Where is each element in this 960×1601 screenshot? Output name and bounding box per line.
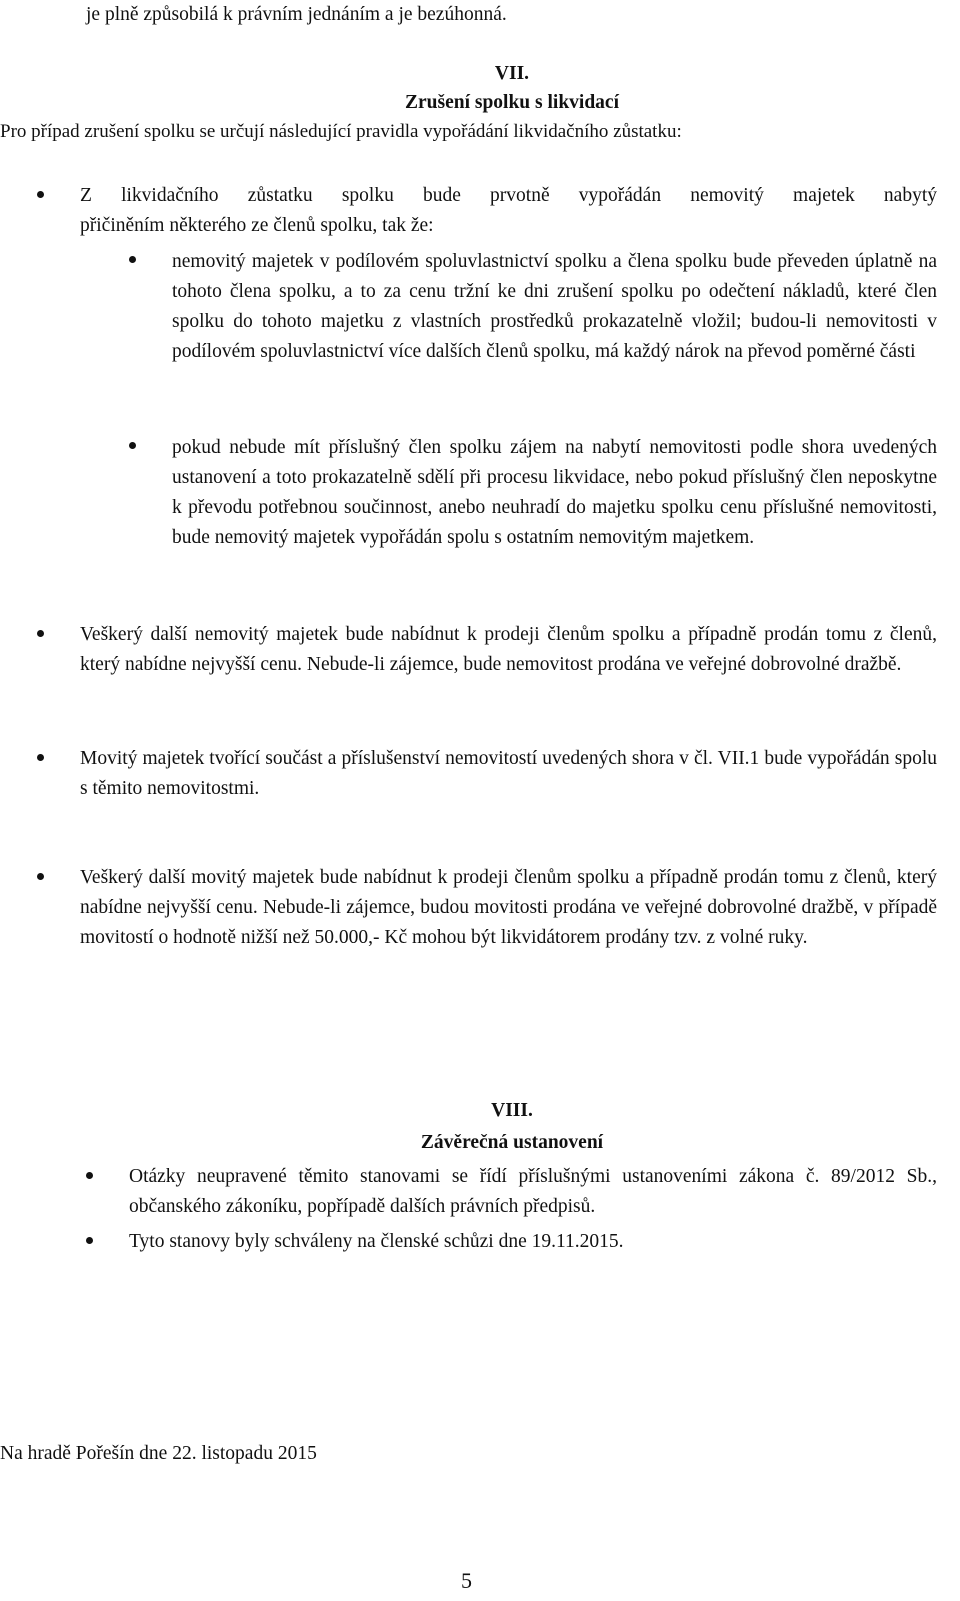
sub-bullet-1-text: nemovitý majetek v podílovém spoluvlastnictví spolku a člena spolku bude převeden úplatně na tohoto člena spolku, a to za cenu tržní ke dni zrušení spolku po odečtení nákladů, které člen spolku do tohoto majetku z vlastních prostředků prokazatelně vložil; budou-li nemovitosti v podílovém spoluvlastnictví více dalších členů spolku, má každý nárok na převod poměrné části [172, 251, 937, 362]
bullet-1-marker [37, 191, 44, 198]
section-8-title: Závěrečná ustanovení [420, 1132, 604, 1153]
sub-bullet-2-marker [129, 442, 136, 449]
page-number: 5 [461, 1568, 472, 1593]
bullet-1-line-1: Z likvidačního zůstatku spolku bude prvotně vypořádán nemovitý majetek nabytý [80, 185, 937, 206]
bullet-2-marker [37, 630, 44, 637]
bullet-1-line-2: přičiněním některého ze členů spolku, tak že: [80, 215, 434, 236]
place-date: Na hradě Pořešín dne 22. listopadu 2015 [0, 1443, 317, 1464]
bullet-2-text: Veškerý další nemovitý majetek bude nabídnut k prodeji členům spolku a případně prodán tomu z členů, který nabídne nejvyšší cenu. Nebude-li zájemce, bude nemovitost prodána ve veřejné dobrovolné dražbě. [80, 624, 937, 675]
bullet-4-text: Veškerý další movitý majetek bude nabídnut k prodeji členům spolku a případně prodán tomu z členů, který nabídne nejvyšší cenu. Nebude-li zájemce, budou movitosti prodána ve veřejné dobrovolné dražbě, v případě movitostí o hodnotě nižší než 50.000,- Kč mohou být likvidátorem prodány tzv. z volné ruky. [80, 867, 937, 948]
section-8-bullet-1-marker [86, 1172, 93, 1179]
section-8-bullet-2-marker [86, 1237, 93, 1244]
sub-bullet-1-marker [129, 256, 136, 263]
bullet-3-text: Movitý majetek tvořící součást a příslušenství nemovitostí uvedených shora v čl. VII.1 bude vypořádán spolu s těmito nemovitostmi. [80, 748, 937, 799]
intro-line: je plně způsobilá k právním jednáním a je bezúhonná. [86, 4, 507, 25]
section-8-bullet-1-text: Otázky neupravené těmito stanovami se řídí příslušnými ustanoveními zákona č. 89/2012 Sb., občanského zákoníku, popřípadě dalších právních předpisů. [129, 1166, 937, 1217]
section-7-number: VII. [494, 63, 530, 84]
sub-bullet-2-text: pokud nebude mít příslušný člen spolku zájem na nabytí nemovitosti podle shora uvedených ustanovení a toto prokazatelně sdělí při procesu likvidace, nebo pokud příslušný člen neposkytne k převodu potřebnou součinnost, anebo neuhradí do majetku spolku cenu příslušné nemovitosti, bude nemovitý majetek vypořádán spolu s ostatním nemovitým majetkem. [172, 437, 937, 548]
bullet-3-marker [37, 754, 44, 761]
section-8-number: VIII. [491, 1100, 533, 1121]
section-8-bullet-2-text: Tyto stanovy byly schváleny na členské schůzi dne 19.11.2015. [129, 1231, 624, 1252]
bullet-4-marker [37, 873, 44, 880]
section-7-intro: Pro případ zrušení spolku se určují následující pravidla vypořádání likvidačního zůstatku: [0, 121, 682, 142]
section-7-title: Zrušení spolku s likvidací [404, 92, 620, 113]
